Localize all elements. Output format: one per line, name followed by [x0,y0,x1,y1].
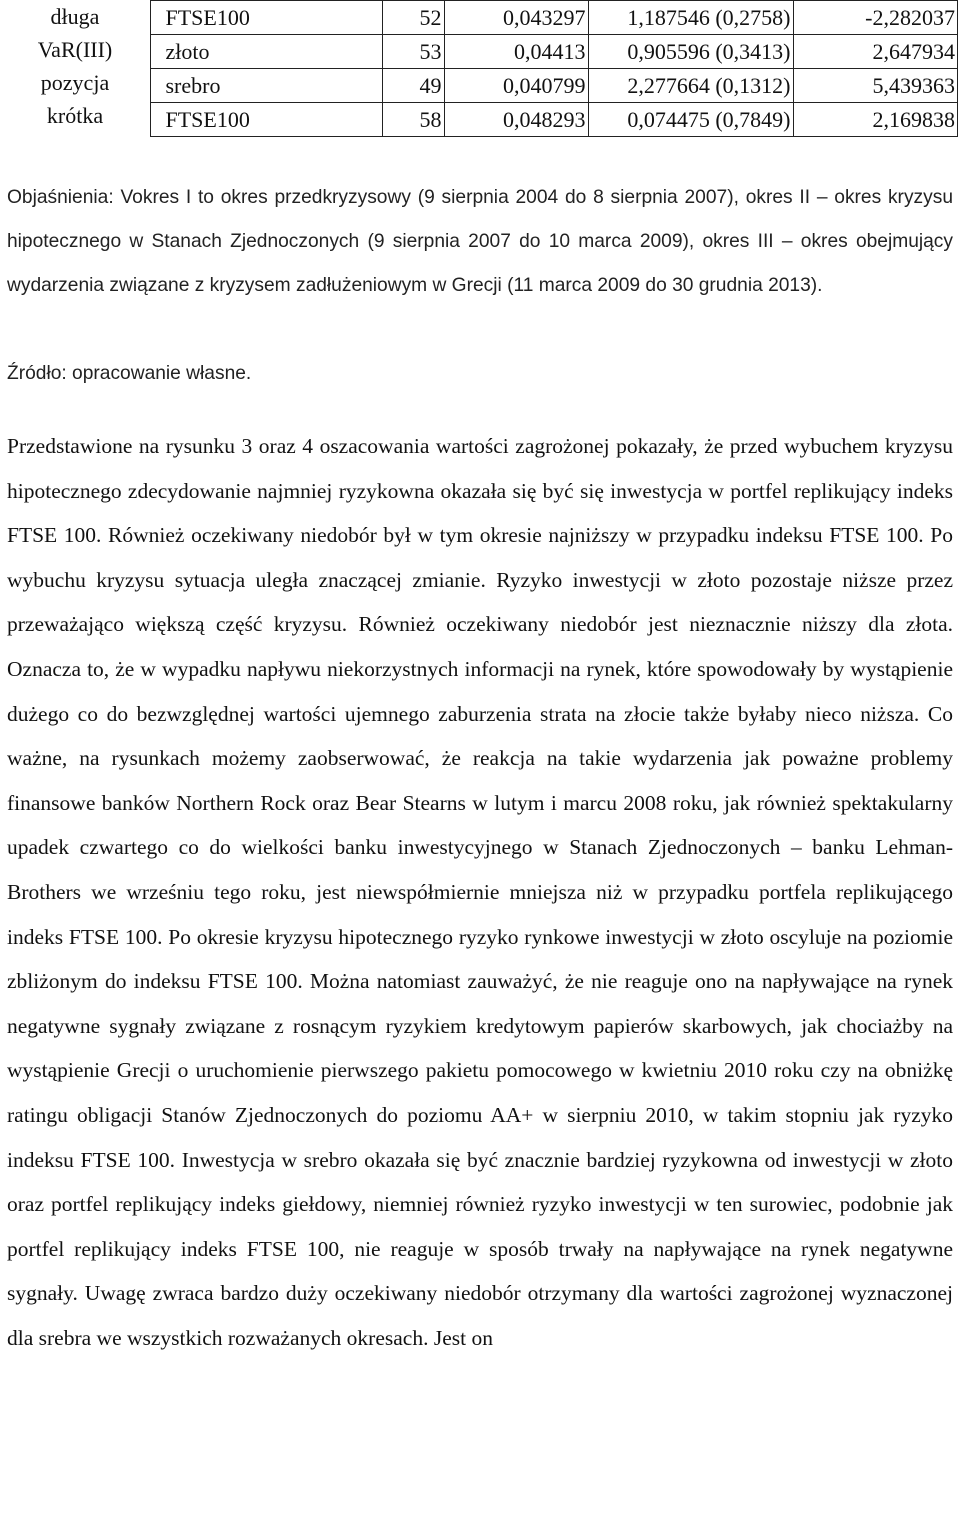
cell-value: 0,043297 [444,1,588,35]
cell-statistic: 2,277664 (0,1312) [588,69,793,103]
cell-n: 58 [382,103,444,137]
table-row [0,1,958,35]
table-row [0,103,958,137]
cell-value: 2,169838 [793,103,958,137]
explanation-note: Objaśnienia: Vokres I to okres przedkryzysowy (9 sierpnia 2004 do 8 sierpnia 2007), okres II – okres kryzysu hipotecznego w Stanach Zjednoczonych (9 sierpnia 2007 do 10 marca 2009), okres III – okres obejmujący wydarzenia związane z kryzysem zadłużeniowym w Grecji (11 marca 2009 do 30 grudnia 2013). [7,187,953,296]
cell-asset: FTSE100 [150,103,382,137]
cell-statistic: 0,074475 (0,7849) [588,103,793,137]
cell-asset: srebro [150,69,382,103]
cell-value: -2,282037 [793,1,958,35]
cell-value: 0,048293 [444,103,588,137]
row-label: VaR(III) [37,37,113,62]
cell-value: 2,647934 [793,35,958,69]
table-row [0,69,958,103]
cell-statistic: 0,905596 (0,3413) [588,35,793,69]
cell-value: 5,439363 [793,69,958,103]
cell-value: 0,04413 [444,35,588,69]
body-section [7,424,953,1360]
table-notes [7,176,953,308]
cell-value: 0,040799 [444,69,588,103]
cell-asset: FTSE100 [150,1,382,35]
table-row [0,35,958,69]
cell-statistic: 1,187546 (0,2758) [588,1,793,35]
row-label: długa [50,4,100,29]
cell-asset: złoto [150,35,382,69]
row-label: pozycja [40,70,110,95]
cell-n: 53 [382,35,444,69]
source-note: Źródło: opracowanie własne. [7,363,252,384]
var-results-table [0,0,958,137]
cell-n: 52 [382,1,444,35]
body-paragraph: Przedstawione na rysunku 3 oraz 4 oszacowania wartości zagrożonej pokazały, że przed wybuchem kryzysu hipotecznego zdecydowanie najmniej ryzykowna okazała się być się inwestycja w portfel replikujący indeks FTSE 100. Również oczekiwany niedobór był w tym okresie najniższy w przypadku indeksu FTSE 100. Po wybuchu kryzysu sytuacja uległa znaczącej zmianie. Ryzyko inwestycji w złoto pozostaje niższe przez przeważająco większą część kryzysu. Również oczekiwany niedobór jest nieznacznie niższy dla złota. Oznacza to, że w wypadku napływu niekorzystnych informacji na rynek, które spowodowały by wystąpienie dużego co do bezwzględnej wartości ujemnego zaburzenia strata na złocie także byłaby nieco niższa. Co ważne, na rysunkach możemy zaobserwować, że reakcja na takie wydarzenia jak poważne problemy finansowe banków Northern Rock oraz Bear Stearns w lutym i marcu 2008 roku, jak również spektakularny upadek czwartego co do wielkości banku inwestycyjnego w Stanach Zjednoczonych – banku Lehman-Brothers we wrześniu tego roku, jest niewspółmiernie mniejsza niż w przypadku portfela replikującego indeks FTSE 100. Po okresie kryzysu hipotecznego ryzyko rynkowe inwestycji w złoto oscyluje na poziomie zbliżonym do indeksu FTSE 100. Można natomiast zauważyć, że nie reaguje ono na napływające na rynek negatywne sygnały związane z rosnącym ryzykiem kredytowym papierów skarbowych, jak chociażby na wystąpienie Grecji o uruchomienie pierwszego pakietu pomocowego w kwietniu 2010 roku czy na obniżkę ratingu obligacji Stanów Zjednoczonych do poziomu AA+ w sierpniu 2010, w takim stopniu jak ryzyko indeksu FTSE 100. Inwestycja w srebro okazała się być znacznie bardziej ryzykowna od inwestycji w złoto oraz portfel replikujący indeks giełdowy, niemniej również ryzyko inwestycji w ten surowiec, podobnie jak portfel replikujący indeks FTSE 100, nie reaguje w sposób trwały na napływające na rynek negatywne sygnały. Uwagę zwraca bardzo duży oczekiwany niedobór otrzymany dla wartości zagrożonej wyznaczonej dla srebra we wszystkich rozważanych okresach. Jest on [7,434,953,1350]
row-label: krótka [46,103,104,128]
cell-n: 49 [382,69,444,103]
